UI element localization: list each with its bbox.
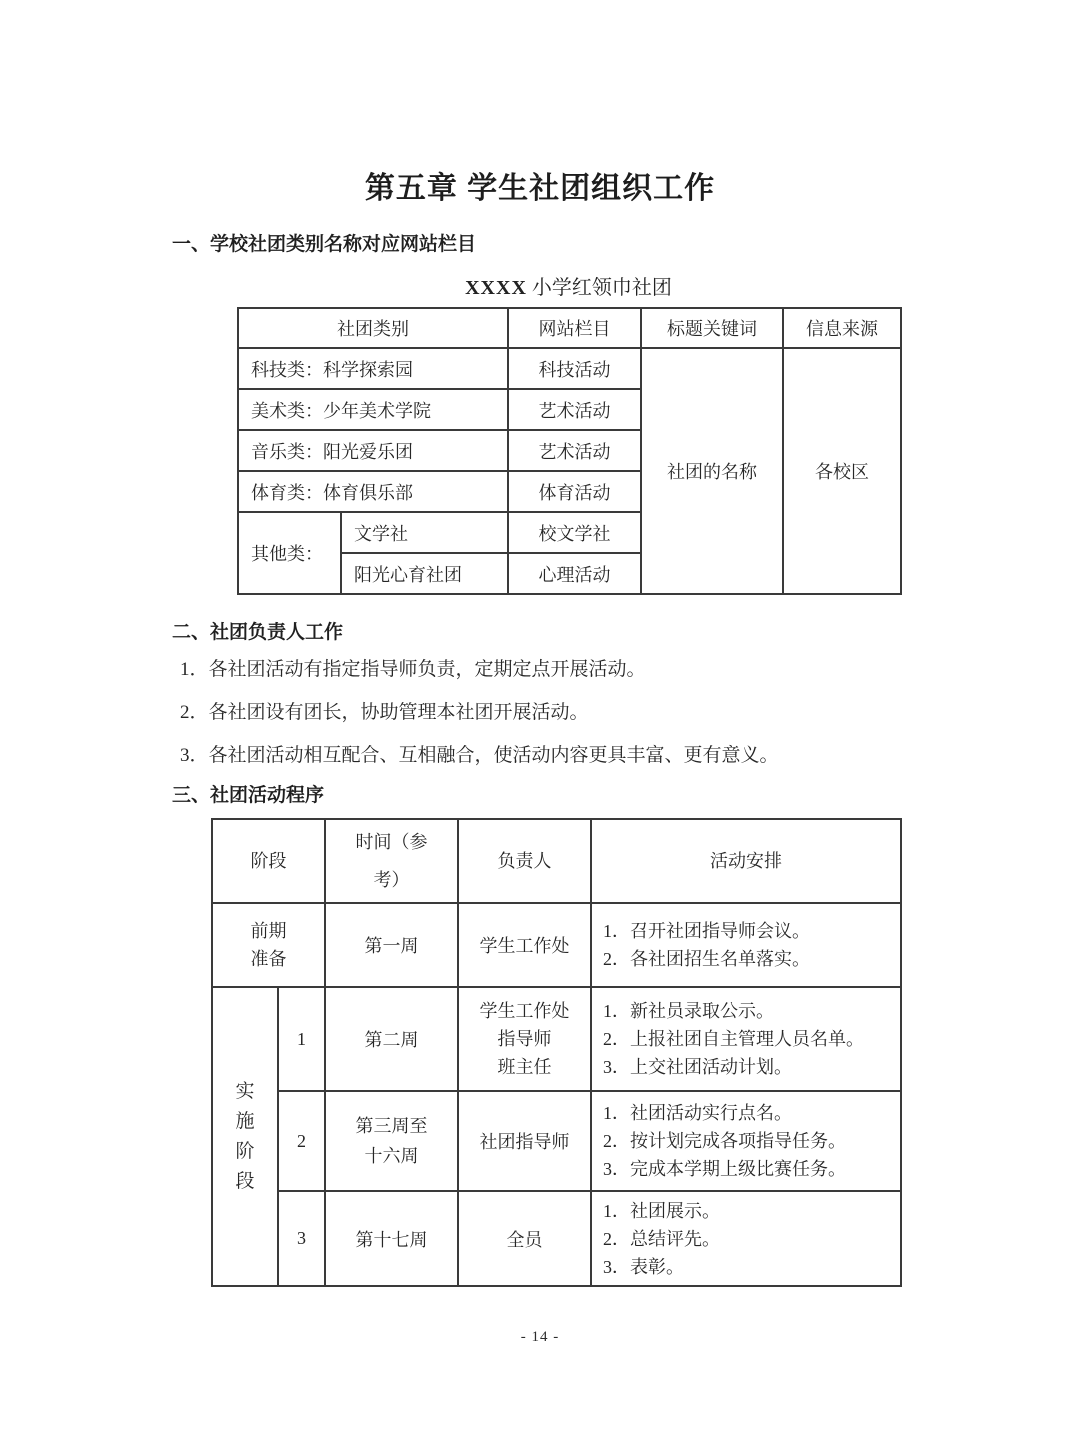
- activity-schedule-table: [211, 818, 902, 1287]
- person-cell: 学生工作处 指导师 班主任: [458, 987, 591, 1091]
- duty-item: 1．各社团活动有指定指导师负责，定期定点开展活动。: [180, 659, 646, 680]
- activity-line: 2．各社团招生名单落实。: [603, 949, 810, 969]
- activity-line: 3．上交社团活动计划。: [603, 1057, 792, 1077]
- duty-item: 3．各社团活动相互配合、互相融合，使活动内容更具丰富、更有意义。: [180, 745, 779, 766]
- caption-text: 小学红领巾社团: [526, 277, 672, 299]
- t1-header-category: 社团类别: [238, 308, 508, 348]
- activities-cell: [591, 987, 901, 1091]
- other-label-cell: 其他类：: [238, 512, 341, 594]
- other-name-cell: 文学社: [341, 512, 508, 553]
- source-merged-cell: 各校区: [783, 348, 901, 594]
- column-cell: 校文学社: [508, 512, 641, 553]
- person-header-cell: 负责人: [458, 819, 591, 903]
- table-row: [212, 987, 901, 1091]
- stage-header-cell: 阶段: [212, 819, 325, 903]
- time-cell: 第三周至 十六周: [325, 1091, 458, 1191]
- activity-line: 3．完成本学期上级比赛任务。: [603, 1159, 846, 1179]
- activity-line: 1．社团活动实行点名。: [603, 1103, 792, 1123]
- phase-index-cell: 3: [278, 1191, 325, 1286]
- activity-header-cell: 活动安排: [591, 819, 901, 903]
- section-heading-1: 一、学校社团类别名称对应网站栏目: [172, 234, 477, 255]
- prep-stage-cell: 前期 准备: [212, 903, 325, 987]
- table-row: [212, 1191, 901, 1286]
- table-caption: [237, 271, 900, 300]
- t1-header-source: 信息来源: [783, 308, 901, 348]
- t1-header-column: 网站栏目: [508, 308, 641, 348]
- category-cell: 音乐类：阳光爱乐团: [238, 430, 508, 471]
- section-heading-3: 三、社团活动程序: [172, 785, 325, 806]
- phase-index-cell: 2: [278, 1091, 325, 1191]
- keyword-merged-cell: 社团的名称: [641, 348, 783, 594]
- column-cell: 艺术活动: [508, 430, 641, 471]
- section-heading-2: 二、社团负责人工作: [172, 622, 344, 643]
- column-cell: 艺术活动: [508, 389, 641, 430]
- activity-line: 3．表彰。: [603, 1256, 684, 1277]
- time-header-cell: 时间（参 考）: [325, 819, 458, 903]
- t1-header-keyword: 标题关键词: [641, 308, 783, 348]
- column-cell: 体育活动: [508, 471, 641, 512]
- table-row: [238, 348, 901, 389]
- club-category-table: [237, 307, 902, 595]
- time-cell: 第二周: [325, 987, 458, 1091]
- column-cell: 心理活动: [508, 553, 641, 594]
- category-cell: 体育类：体育俱乐部: [238, 471, 508, 512]
- page-number: - 14 -: [520, 1329, 560, 1345]
- activity-line: 2．总结评先。: [603, 1228, 720, 1249]
- activity-line: 2．上报社团自主管理人员名单。: [603, 1029, 864, 1049]
- activity-line: 1．社团展示。: [603, 1200, 720, 1221]
- t2-header-row: [212, 819, 901, 903]
- other-name-cell: 阳光心育社团: [341, 553, 508, 594]
- t1-header-row: [238, 308, 901, 348]
- time-cell: 第十七周: [325, 1191, 458, 1286]
- person-cell: 学生工作处: [458, 903, 591, 987]
- category-cell: 科技类：科学探索园: [238, 348, 508, 389]
- activity-line: 1．新社员录取公示。: [603, 1001, 774, 1021]
- column-cell: 科技活动: [508, 348, 641, 389]
- category-cell: 美术类：少年美术学院: [238, 389, 508, 430]
- chapter-title: 第五章 学生社团组织工作: [364, 172, 716, 205]
- caption-school-code: XXXX: [465, 277, 527, 299]
- duty-item: 2．各社团设有团长，协助管理本社团开展活动。: [180, 702, 589, 723]
- activities-cell: [591, 903, 901, 987]
- activity-line: 1．召开社团指导师会议。: [603, 921, 810, 941]
- time-cell: 第一周: [325, 903, 458, 987]
- person-cell: 社团指导师: [458, 1091, 591, 1191]
- impl-stage-vertical-cell: 实 施 阶 段: [212, 987, 278, 1286]
- phase-index-cell: 1: [278, 987, 325, 1091]
- person-cell: 全员: [458, 1191, 591, 1286]
- table-row: [212, 1091, 901, 1191]
- activities-cell: [591, 1191, 901, 1286]
- activity-line: 2．按计划完成各项指导任务。: [603, 1131, 846, 1151]
- activities-cell: [591, 1091, 901, 1191]
- table-row: [212, 903, 901, 987]
